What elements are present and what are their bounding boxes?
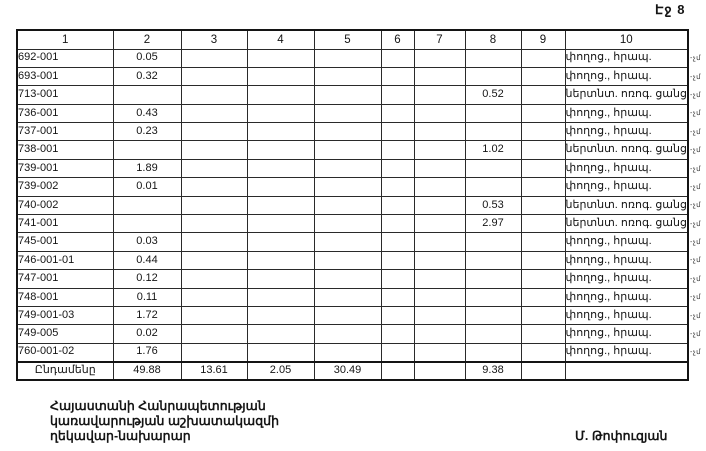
- row-code-cell: 747-001: [17, 270, 113, 288]
- row-value-cell: 1.76: [113, 343, 181, 361]
- margin-note: -չմ: [690, 331, 702, 339]
- row-value-cell: [414, 123, 465, 141]
- signatory-line-1: Հայաստանի Հանրապետության: [50, 399, 266, 413]
- row-value-cell: [247, 215, 314, 233]
- row-value-cell: [381, 233, 414, 251]
- margin-note: -չմ: [690, 220, 702, 228]
- table-row: [17, 67, 688, 85]
- margin-note: -չմ: [690, 312, 702, 320]
- row-value-cell: [465, 49, 521, 67]
- column-header-10: 10: [565, 30, 688, 49]
- row-description-cell: փողոց., հրապ.: [565, 104, 688, 122]
- row-value-cell: [314, 325, 381, 343]
- table-row: [17, 233, 688, 251]
- table-row: [17, 325, 688, 343]
- signatory-line-2: կառավարության աշխատակազմի: [50, 414, 280, 428]
- row-code-cell: 739-001: [17, 159, 113, 177]
- row-description-cell: փողոց., հրապ.: [565, 123, 688, 141]
- row-description-cell: ներտնտ. ոռոգ. ցանց: [565, 86, 688, 104]
- row-value-cell: [521, 196, 565, 214]
- row-value-cell: [381, 104, 414, 122]
- row-code-cell: 760-001-02: [17, 343, 113, 361]
- row-value-cell: [314, 49, 381, 67]
- row-value-cell: 0.02: [113, 325, 181, 343]
- total-value-cell: 9.38: [465, 362, 521, 380]
- row-code-cell: 746-001-01: [17, 251, 113, 269]
- row-value-cell: [314, 123, 381, 141]
- margin-note: -չմ: [690, 349, 702, 357]
- total-row: [17, 362, 688, 380]
- row-value-cell: [465, 306, 521, 324]
- row-code-cell: 740-002: [17, 196, 113, 214]
- row-value-cell: [465, 104, 521, 122]
- row-description-cell: փողոց., հրապ.: [565, 67, 688, 85]
- row-value-cell: [181, 123, 247, 141]
- row-value-cell: 0.53: [465, 196, 521, 214]
- row-value-cell: [414, 306, 465, 324]
- row-code-cell: 739-002: [17, 178, 113, 196]
- row-code-cell: 713-001: [17, 86, 113, 104]
- column-header-1: 1: [17, 30, 113, 49]
- total-value-cell: [414, 362, 465, 380]
- row-code-cell: 748-001: [17, 288, 113, 306]
- row-value-cell: [181, 325, 247, 343]
- row-value-cell: [465, 178, 521, 196]
- data-table: [16, 29, 689, 381]
- column-header-2: 2: [113, 30, 181, 49]
- row-value-cell: [414, 104, 465, 122]
- row-value-cell: 0.44: [113, 251, 181, 269]
- row-value-cell: [314, 178, 381, 196]
- row-description-cell: փողոց., հրապ.: [565, 178, 688, 196]
- row-value-cell: [181, 306, 247, 324]
- row-value-cell: [381, 215, 414, 233]
- table-row: [17, 178, 688, 196]
- row-value-cell: 0.32: [113, 67, 181, 85]
- row-value-cell: [314, 251, 381, 269]
- row-value-cell: [181, 104, 247, 122]
- margin-note: -չմ: [690, 275, 702, 283]
- row-value-cell: [381, 343, 414, 361]
- row-value-cell: [247, 49, 314, 67]
- row-value-cell: [414, 67, 465, 85]
- margin-note: -չմ: [690, 183, 702, 191]
- row-description-cell: փողոց., հրապ.: [565, 49, 688, 67]
- row-value-cell: [247, 178, 314, 196]
- total-value-cell: 30.49: [314, 362, 381, 380]
- row-value-cell: [521, 123, 565, 141]
- row-code-cell: 749-001-03: [17, 306, 113, 324]
- row-value-cell: [521, 86, 565, 104]
- row-value-cell: 0.52: [465, 86, 521, 104]
- row-value-cell: [247, 325, 314, 343]
- column-header-6: 6: [381, 30, 414, 49]
- row-value-cell: [247, 141, 314, 159]
- total-label-cell: Ընդամենը: [17, 362, 113, 380]
- row-value-cell: [521, 306, 565, 324]
- row-value-cell: [521, 270, 565, 288]
- row-value-cell: [521, 49, 565, 67]
- margin-note: -չմ: [690, 147, 702, 155]
- row-value-cell: [314, 104, 381, 122]
- row-value-cell: [414, 141, 465, 159]
- row-value-cell: 2.97: [465, 215, 521, 233]
- row-value-cell: [247, 233, 314, 251]
- row-code-cell: 736-001: [17, 104, 113, 122]
- row-value-cell: [414, 159, 465, 177]
- row-description-cell: ներտնտ. ոռոգ. ցանց: [565, 196, 688, 214]
- row-description-cell: փողոց., հրապ.: [565, 288, 688, 306]
- row-value-cell: [181, 270, 247, 288]
- row-description-cell: փողոց., հրապ.: [565, 159, 688, 177]
- signatory-line-3: ղեկավար-նախարար: [50, 429, 191, 443]
- row-value-cell: [247, 288, 314, 306]
- row-value-cell: [314, 141, 381, 159]
- signatory-block: [50, 399, 279, 444]
- row-value-cell: [381, 270, 414, 288]
- table-header-row: [17, 30, 688, 49]
- column-header-7: 7: [414, 30, 465, 49]
- row-value-cell: [247, 86, 314, 104]
- row-value-cell: [381, 196, 414, 214]
- row-value-cell: 1.02: [465, 141, 521, 159]
- row-value-cell: [414, 233, 465, 251]
- row-value-cell: 0.12: [113, 270, 181, 288]
- row-value-cell: [465, 270, 521, 288]
- column-header-3: 3: [181, 30, 247, 49]
- row-value-cell: [247, 159, 314, 177]
- row-value-cell: [521, 159, 565, 177]
- row-value-cell: [181, 49, 247, 67]
- row-value-cell: [181, 343, 247, 361]
- row-value-cell: [381, 306, 414, 324]
- row-value-cell: [247, 104, 314, 122]
- table-row: [17, 141, 688, 159]
- row-code-cell: 738-001: [17, 141, 113, 159]
- row-value-cell: [247, 343, 314, 361]
- row-value-cell: [181, 67, 247, 85]
- row-value-cell: [314, 67, 381, 85]
- row-code-cell: 749-005: [17, 325, 113, 343]
- row-value-cell: [465, 159, 521, 177]
- row-value-cell: [381, 49, 414, 67]
- row-value-cell: 0.05: [113, 49, 181, 67]
- row-value-cell: [465, 288, 521, 306]
- row-value-cell: [181, 215, 247, 233]
- row-value-cell: [414, 288, 465, 306]
- column-header-8: 8: [465, 30, 521, 49]
- row-value-cell: [314, 86, 381, 104]
- row-value-cell: [314, 233, 381, 251]
- margin-note: -չմ: [690, 128, 702, 136]
- table-row: [17, 196, 688, 214]
- row-value-cell: [181, 86, 247, 104]
- row-value-cell: [314, 343, 381, 361]
- row-description-cell: ներտնտ. ոռոգ. ցանց: [565, 215, 688, 233]
- table-row: [17, 49, 688, 67]
- table-row: [17, 159, 688, 177]
- margin-note: -չմ: [690, 73, 702, 81]
- row-value-cell: [247, 251, 314, 269]
- row-value-cell: [381, 67, 414, 85]
- row-value-cell: [414, 325, 465, 343]
- total-value-cell: 2.05: [247, 362, 314, 380]
- margin-note: -չմ: [690, 55, 702, 63]
- table-row: [17, 288, 688, 306]
- margin-note: -չմ: [690, 239, 702, 247]
- table-row: [17, 215, 688, 233]
- row-value-cell: [414, 343, 465, 361]
- row-value-cell: [381, 251, 414, 269]
- margin-note: -չմ: [690, 294, 702, 302]
- row-value-cell: 0.03: [113, 233, 181, 251]
- row-value-cell: [414, 196, 465, 214]
- row-value-cell: [113, 141, 181, 159]
- row-value-cell: 1.72: [113, 306, 181, 324]
- row-value-cell: [247, 196, 314, 214]
- margin-note: -չմ: [690, 165, 702, 173]
- row-value-cell: [465, 67, 521, 85]
- row-code-cell: 745-001: [17, 233, 113, 251]
- row-value-cell: [314, 215, 381, 233]
- row-value-cell: [181, 233, 247, 251]
- row-value-cell: 0.01: [113, 178, 181, 196]
- margin-note: -չմ: [690, 202, 702, 210]
- row-value-cell: [181, 196, 247, 214]
- row-description-cell: փողոց., հրապ.: [565, 343, 688, 361]
- row-value-cell: [521, 343, 565, 361]
- row-value-cell: [521, 233, 565, 251]
- row-code-cell: 741-001: [17, 215, 113, 233]
- row-value-cell: [113, 196, 181, 214]
- row-value-cell: [181, 251, 247, 269]
- row-value-cell: [181, 178, 247, 196]
- row-value-cell: [247, 67, 314, 85]
- row-value-cell: [414, 270, 465, 288]
- row-value-cell: [381, 288, 414, 306]
- row-code-cell: 693-001: [17, 67, 113, 85]
- row-description-cell: փողոց., հրապ.: [565, 270, 688, 288]
- total-value-cell: 13.61: [181, 362, 247, 380]
- page-number-label: Էջ 8: [655, 2, 686, 17]
- row-value-cell: [521, 67, 565, 85]
- row-description-cell: փողոց., հրապ.: [565, 325, 688, 343]
- column-header-5: 5: [314, 30, 381, 49]
- table-row: [17, 306, 688, 324]
- row-value-cell: [521, 288, 565, 306]
- row-value-cell: [521, 104, 565, 122]
- row-value-cell: 0.11: [113, 288, 181, 306]
- row-description-cell: փողոց., հրապ.: [565, 251, 688, 269]
- row-value-cell: [521, 251, 565, 269]
- row-value-cell: [314, 159, 381, 177]
- row-value-cell: [414, 251, 465, 269]
- margin-note: -չմ: [690, 91, 702, 99]
- column-header-9: 9: [521, 30, 565, 49]
- row-value-cell: [314, 196, 381, 214]
- row-value-cell: [465, 233, 521, 251]
- row-value-cell: [314, 270, 381, 288]
- row-value-cell: [381, 123, 414, 141]
- row-value-cell: [247, 123, 314, 141]
- row-value-cell: [414, 49, 465, 67]
- table-row: [17, 343, 688, 361]
- row-value-cell: [381, 86, 414, 104]
- column-header-4: 4: [247, 30, 314, 49]
- row-value-cell: [181, 288, 247, 306]
- table-row: [17, 104, 688, 122]
- table-row: [17, 270, 688, 288]
- row-value-cell: [247, 306, 314, 324]
- row-value-cell: [314, 288, 381, 306]
- table-row: [17, 123, 688, 141]
- row-description-cell: փողոց., հրապ.: [565, 306, 688, 324]
- total-value-cell: [521, 362, 565, 380]
- row-code-cell: 692-001: [17, 49, 113, 67]
- row-value-cell: [465, 343, 521, 361]
- row-value-cell: [521, 141, 565, 159]
- row-value-cell: [465, 123, 521, 141]
- row-value-cell: [521, 178, 565, 196]
- total-value-cell: [381, 362, 414, 380]
- row-value-cell: [465, 251, 521, 269]
- row-value-cell: 1.89: [113, 159, 181, 177]
- row-value-cell: [381, 159, 414, 177]
- table-row: [17, 86, 688, 104]
- row-value-cell: [414, 215, 465, 233]
- row-value-cell: [521, 215, 565, 233]
- row-value-cell: [414, 178, 465, 196]
- row-value-cell: [247, 270, 314, 288]
- row-code-cell: 737-001: [17, 123, 113, 141]
- margin-note: -չմ: [690, 110, 702, 118]
- table-row: [17, 251, 688, 269]
- row-description-cell: փողոց., հրապ.: [565, 233, 688, 251]
- row-value-cell: 0.43: [113, 104, 181, 122]
- row-value-cell: [181, 159, 247, 177]
- row-value-cell: 0.23: [113, 123, 181, 141]
- total-value-cell: [565, 362, 688, 380]
- row-value-cell: [181, 141, 247, 159]
- row-value-cell: [381, 141, 414, 159]
- row-value-cell: [113, 86, 181, 104]
- row-value-cell: [314, 306, 381, 324]
- row-value-cell: [381, 325, 414, 343]
- signature-name: Մ. Թոփուզյան: [575, 429, 668, 443]
- total-value-cell: 49.88: [113, 362, 181, 380]
- row-value-cell: [465, 325, 521, 343]
- row-value-cell: [414, 86, 465, 104]
- row-value-cell: [381, 178, 414, 196]
- margin-notes-column: [690, 49, 706, 362]
- margin-note: -չմ: [690, 257, 702, 265]
- row-value-cell: [521, 325, 565, 343]
- row-value-cell: [113, 215, 181, 233]
- row-description-cell: ներտնտ. ոռոգ. ցանց: [565, 141, 688, 159]
